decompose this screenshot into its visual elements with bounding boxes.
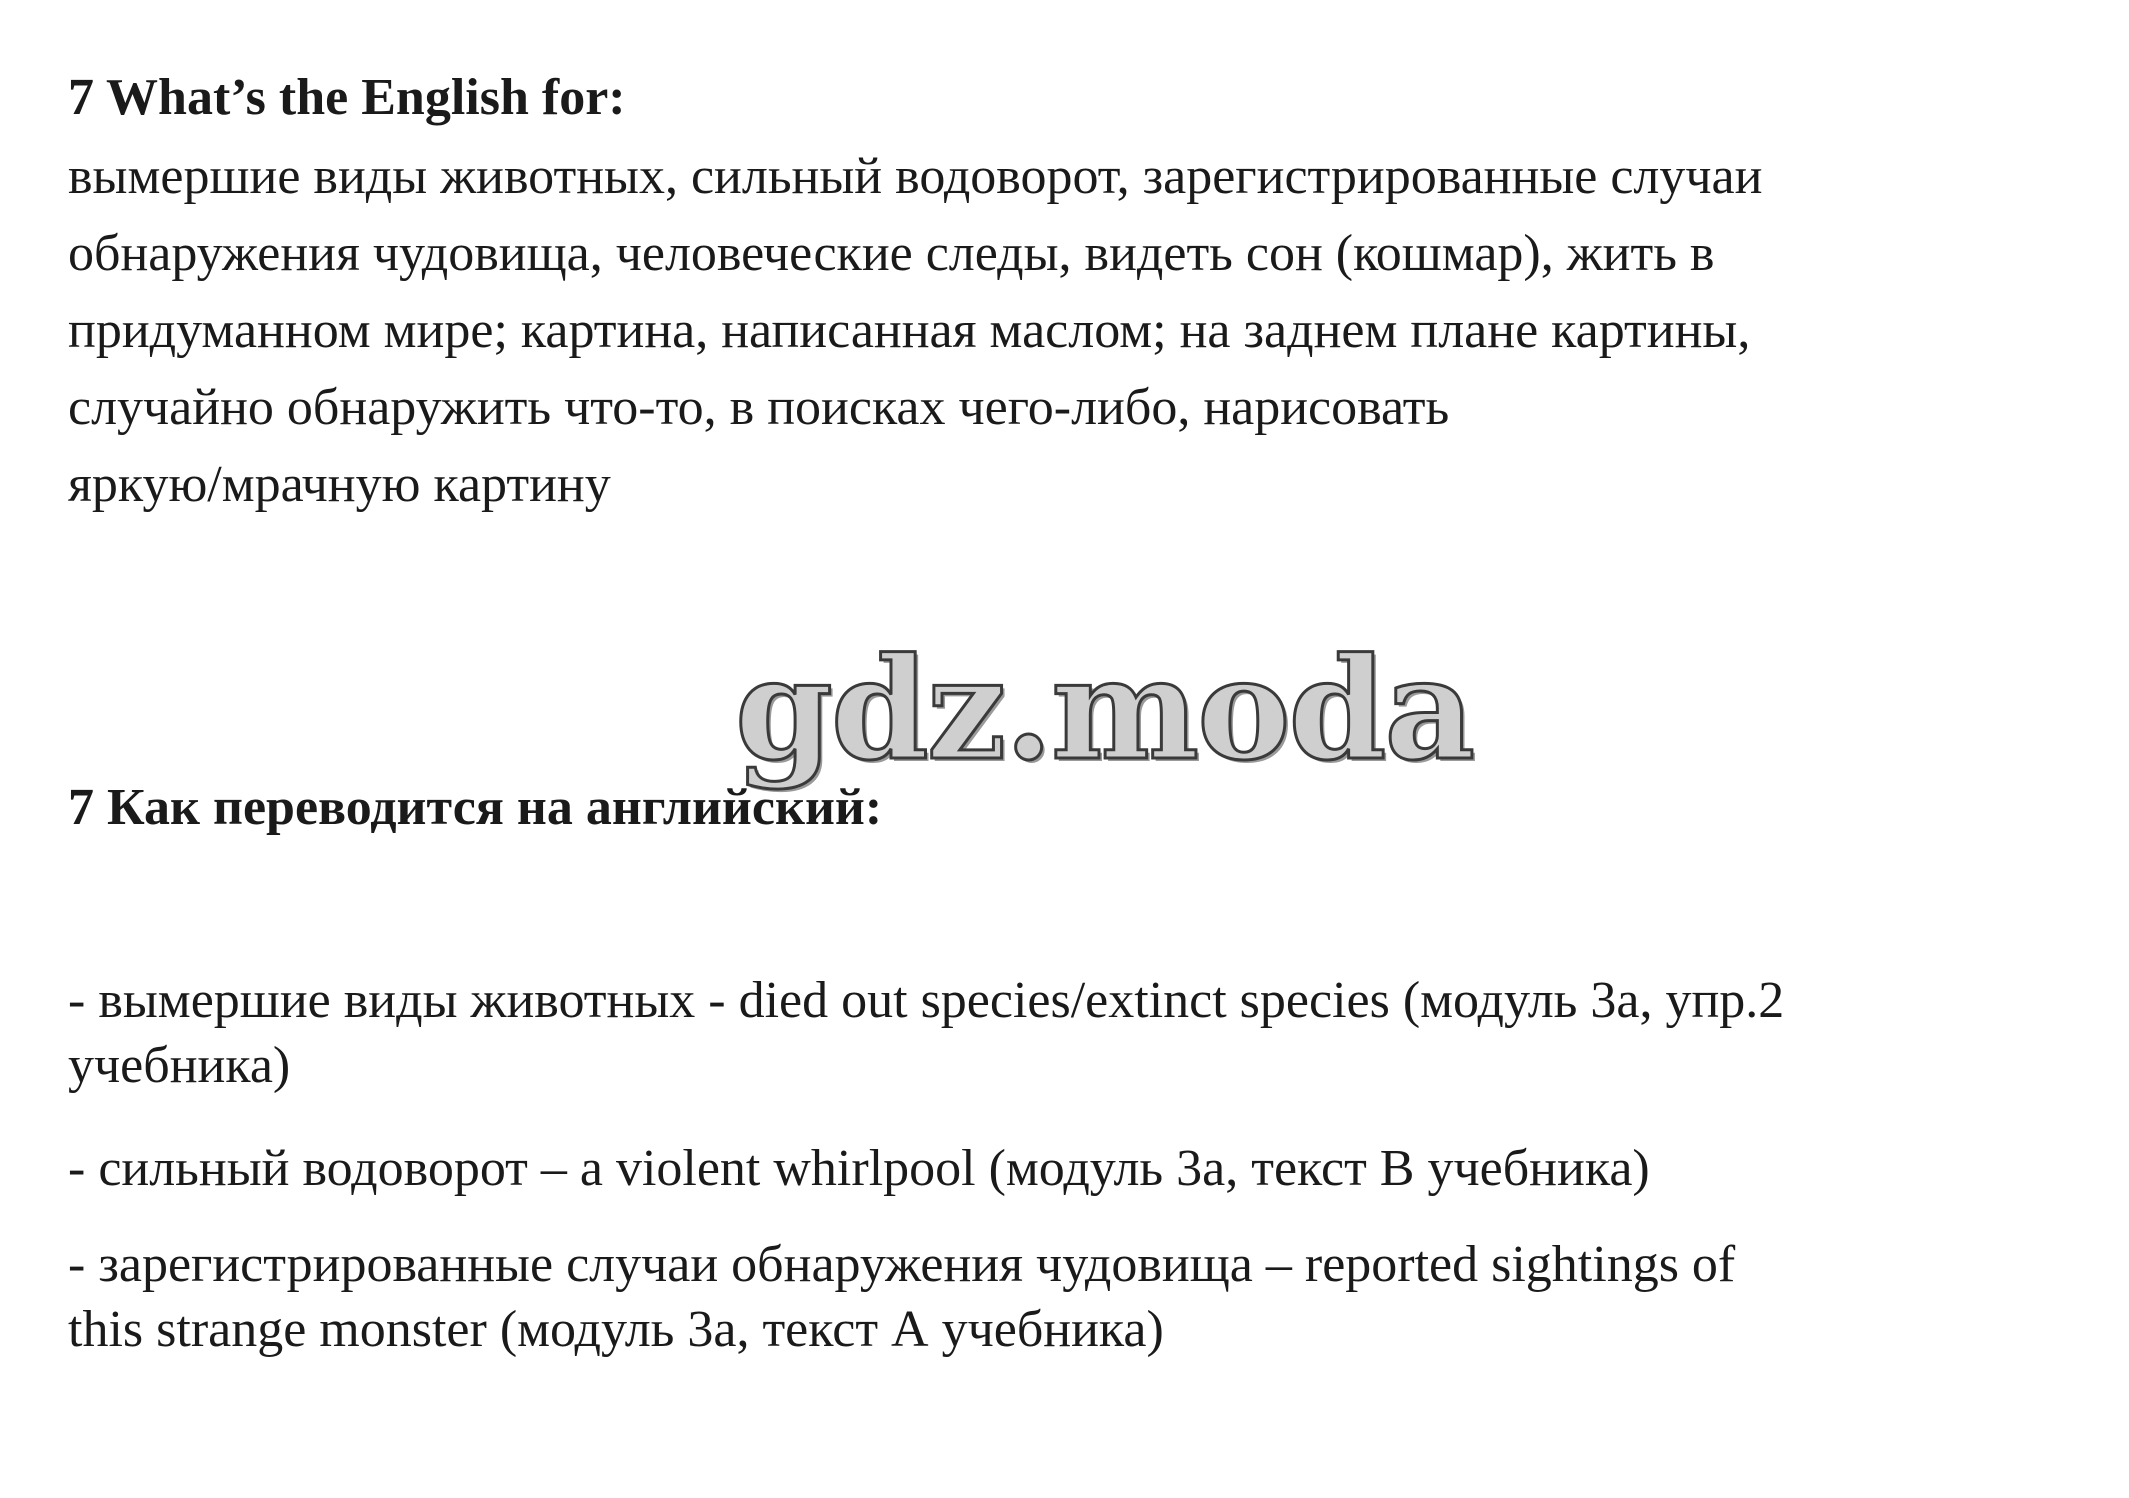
answer-item <box>68 968 1784 1098</box>
phrase-list-line: обнаружения чудовища, человеческие следы, видеть сон (кошмар), жить в <box>68 225 1715 282</box>
exercise-phrase-list <box>68 138 1762 523</box>
exercise-heading-english: 7 What’s the English for: <box>68 69 626 126</box>
answer-line: - зарегистрированные случаи обнаружения чудовища – reported sightings of <box>68 1236 1736 1293</box>
watermark-logo: gdz.moda <box>735 628 1474 792</box>
answer-line: - сильный водоворот – a violent whirlpool (модуль 3а, текст B учебника) <box>68 1140 1650 1197</box>
answer-line: - вымершие виды животных - died out species/extinct species (модуль 3а, упр.2 <box>68 972 1785 1029</box>
answer-item <box>68 1136 1650 1201</box>
answer-item <box>68 1232 1735 1362</box>
phrase-list-line: случайно обнаружить что-то, в поисках чего-либо, нарисовать <box>68 379 1450 436</box>
exercise-heading-russian: 7 Как переводится на английский: <box>68 779 883 836</box>
phrase-list-line: яркую/мрачную картину <box>68 456 611 513</box>
phrase-list-line: придуманном мире; картина, написанная маслом; на заднем плане картины, <box>68 302 1751 359</box>
answer-line: this strange monster (модуль 3а, текст А учебника) <box>68 1301 1164 1358</box>
phrase-list-line: вымершие виды животных, сильный водоворот, зарегистрированные случаи <box>68 148 1763 205</box>
answer-line: учебника) <box>68 1037 291 1094</box>
